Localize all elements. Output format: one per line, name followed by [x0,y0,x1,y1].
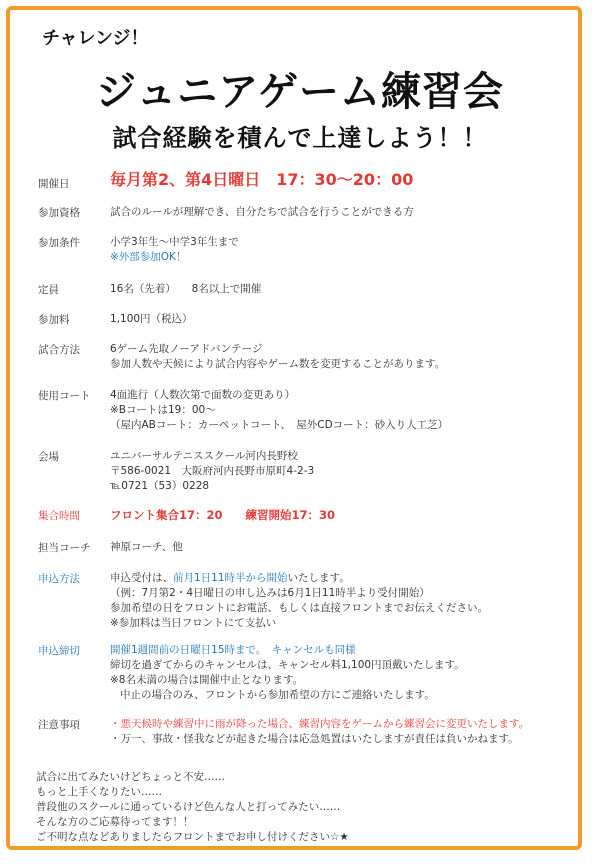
label-meeting-time: 集合時間 [38,510,80,522]
value-coach: 神原コーチ、他 [110,541,183,553]
venue-address: 〒586-0021 大阪府河内長野市原町4-2-3 [110,465,315,477]
value-fee: 1,100円（税込） [110,313,193,325]
value-match-format [110,342,445,372]
label-eligibility: 参加資格 [38,207,80,219]
venue-name: ユニバーサルテニススクール河内長野校 [110,450,298,462]
label-conditions: 参加条件 [38,237,80,249]
value-conditions [110,235,239,265]
venue-phone: ℡0721（53）0228 [110,480,210,492]
deadline-line: 開催1週間前の日曜日15時まで。 キャンセルも同様 [110,644,356,656]
application-line: 参加希望の日をフロントにお電話、もしくは直接フロントまでお伝えください。 [110,602,488,614]
footer-line: そんな方のご応募待ってます！！ [36,816,194,828]
conditions-external: ※外部参加OK！ [110,251,187,263]
courts-line: （屋内ABコート：カーペットコート、 屋外CDコート：砂入り人工芝） [110,419,449,431]
value-notes [110,717,529,747]
match-format-line: 6ゲーム先取ノーアドバンテージ [110,343,263,355]
value-application [110,571,488,631]
conditions-grade: 小学3年生〜中学3年生まで [110,236,239,248]
label-venue: 会場 [38,451,59,463]
label-deadline: 申込締切 [38,645,80,657]
application-text: いたします。 [287,572,350,584]
label-date: 開催日 [38,178,70,190]
courts-line: ※Bコートは19：00〜 [110,404,216,416]
page-subtitle: 試合経験を積んで上達しよう！！ [112,124,488,152]
application-highlight: 前月1日11時半から開始 [173,572,288,584]
page-title: ジュニアゲーム練習会 [96,69,504,115]
application-line: ※参加料は当日フロントにて支払い [110,617,277,629]
label-match-format: 試合方法 [38,344,80,356]
deadline-line: ※8名未満の場合は開催中止となります。 [110,674,304,686]
application-line-1 [110,571,488,586]
label-application: 申込方法 [38,573,80,585]
challenge-heading: チャレンジ！ [42,28,149,49]
courts-line: 4面進行（人数次第で面数の変更あり） [110,389,296,401]
label-fee: 参加料 [38,314,70,326]
application-line: （例：7月第2・4日曜日の申し込みは6月1日11時半より受付開始） [110,587,430,599]
footer-line: ご不明な点などありましたらフロントまでお申し付けください☆★ [36,831,349,843]
footer-line: もっと上手くなりたい…… [36,786,162,798]
notes-line: ・万一、事故・怪我などが起きた場合は応急処置はいたしますが責任は負いかねます。 [110,733,519,745]
value-date: 毎月第2、第4日曜日 17：30〜20：00 [110,170,414,189]
value-meeting-time: フロント集合17：20 練習開始17：30 [110,508,336,522]
label-notes: 注意事項 [38,719,80,731]
footer-line: 試合に出てみたいけどちょっと不安…… [36,771,225,783]
value-capacity: 16名（先着） 8名以上で開催 [110,283,262,295]
value-courts [110,388,448,433]
notes-line: ・悪天候時や練習中に雨が降った場合、練習内容をゲームから練習会に変更いたします。 [110,718,530,730]
deadline-line: 締切を過ぎてからのキャンセルは、キャンセル料1,100円頂戴いたします。 [110,659,465,671]
application-text: 申込受付は、 [110,572,173,584]
label-capacity: 定員 [38,284,59,296]
label-courts: 使用コート [38,390,91,402]
footer-line: 普段他のスクールに通っているけど色んな人と打ってみたい…… [36,801,341,813]
label-coach: 担当コーチ [38,542,91,554]
deadline-line: 中止の場合のみ、フロントから参加希望の方にご連絡いたします。 [120,689,435,701]
value-deadline [110,643,465,703]
value-eligibility: 試合のルールが理解でき、自分たちで試合を行うことができる方 [110,206,414,218]
footer-message [36,770,349,845]
value-venue [110,449,314,494]
match-format-line: 参加人数や天候により試合内容やゲーム数を変更することがあります。 [110,358,446,370]
